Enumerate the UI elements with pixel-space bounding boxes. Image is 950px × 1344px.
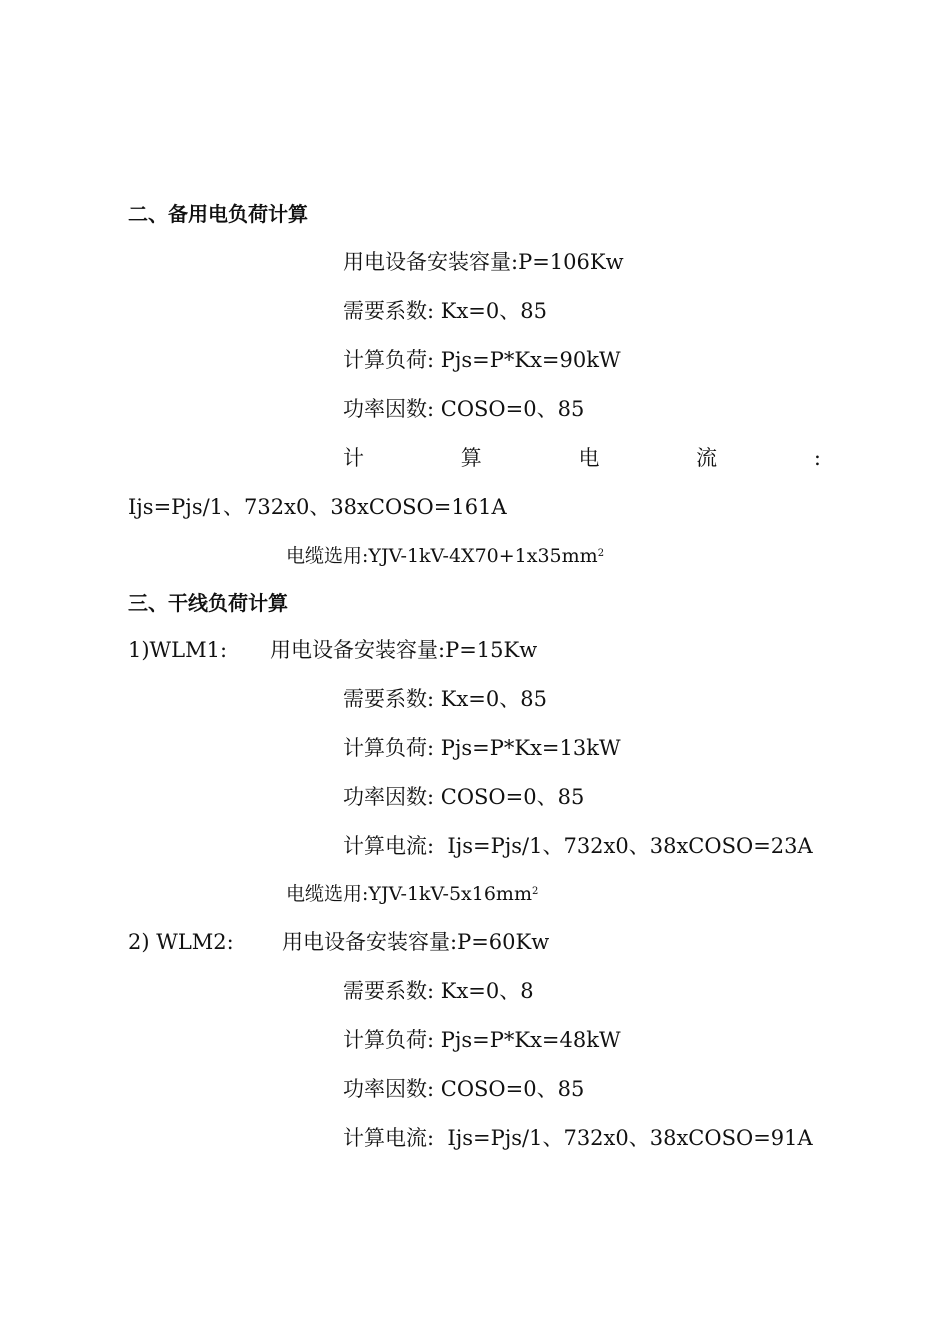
s2-calc-load: 计算负荷: Pjs=P*Kx=90kW bbox=[343, 348, 621, 372]
s2-cable-text: 电缆选用:YJV-1kV-4X70+1x35mm bbox=[286, 545, 598, 567]
section3-heading: 三、干线负荷计算 bbox=[128, 591, 288, 615]
wlm1-cable-sup: 2 bbox=[531, 886, 539, 897]
wlm2-label: 2) WLM2: bbox=[128, 930, 234, 954]
wlm2-calc-load: 计算负荷: Pjs=P*Kx=48kW bbox=[343, 1028, 621, 1052]
wlm2-power-factor: 功率因数: COSO=0、85 bbox=[343, 1077, 585, 1101]
s2-current-char: : bbox=[813, 446, 821, 470]
wlm1-demand-factor: 需要系数: Kx=0、85 bbox=[343, 687, 547, 711]
s2-current-value: Ijs=Pjs/1、732x0、38xCOSO=161A bbox=[128, 495, 507, 519]
wlm1-capacity: 用电设备安装容量:P=15Kw bbox=[270, 638, 538, 662]
s2-cable bbox=[286, 542, 604, 570]
wlm1-cable bbox=[286, 880, 538, 908]
wlm2-capacity: 用电设备安装容量:P=60Kw bbox=[282, 930, 550, 954]
s2-current-label bbox=[343, 444, 821, 472]
s2-power-factor: 功率因数: COSO=0、85 bbox=[343, 397, 585, 421]
wlm1-cable-text: 电缆选用:YJV-1kV-5x16mm bbox=[286, 883, 532, 905]
wlm1-calc-load: 计算负荷: Pjs=P*Kx=13kW bbox=[343, 736, 621, 760]
section2-heading: 二、备用电负荷计算 bbox=[128, 202, 308, 226]
s2-current-char: 算 bbox=[460, 446, 482, 470]
wlm1-current: 计算电流: Ijs=Pjs/1、732x0、38xCOSO=23A bbox=[343, 834, 813, 858]
wlm1-label: 1)WLM1: bbox=[128, 638, 228, 662]
wlm1-power-factor: 功率因数: COSO=0、85 bbox=[343, 785, 585, 809]
s2-capacity: 用电设备安装容量:P=106Kw bbox=[343, 250, 624, 274]
s2-cable-sup: 2 bbox=[597, 548, 605, 559]
s2-current-char: 流 bbox=[696, 446, 718, 470]
s2-demand-factor: 需要系数: Kx=0、85 bbox=[343, 299, 547, 323]
wlm2-current: 计算电流: Ijs=Pjs/1、732x0、38xCOSO=91A bbox=[343, 1126, 813, 1150]
wlm2-demand-factor: 需要系数: Kx=0、8 bbox=[343, 979, 534, 1003]
s2-current-char: 电 bbox=[578, 446, 600, 470]
s2-current-char: 计 bbox=[343, 446, 364, 470]
